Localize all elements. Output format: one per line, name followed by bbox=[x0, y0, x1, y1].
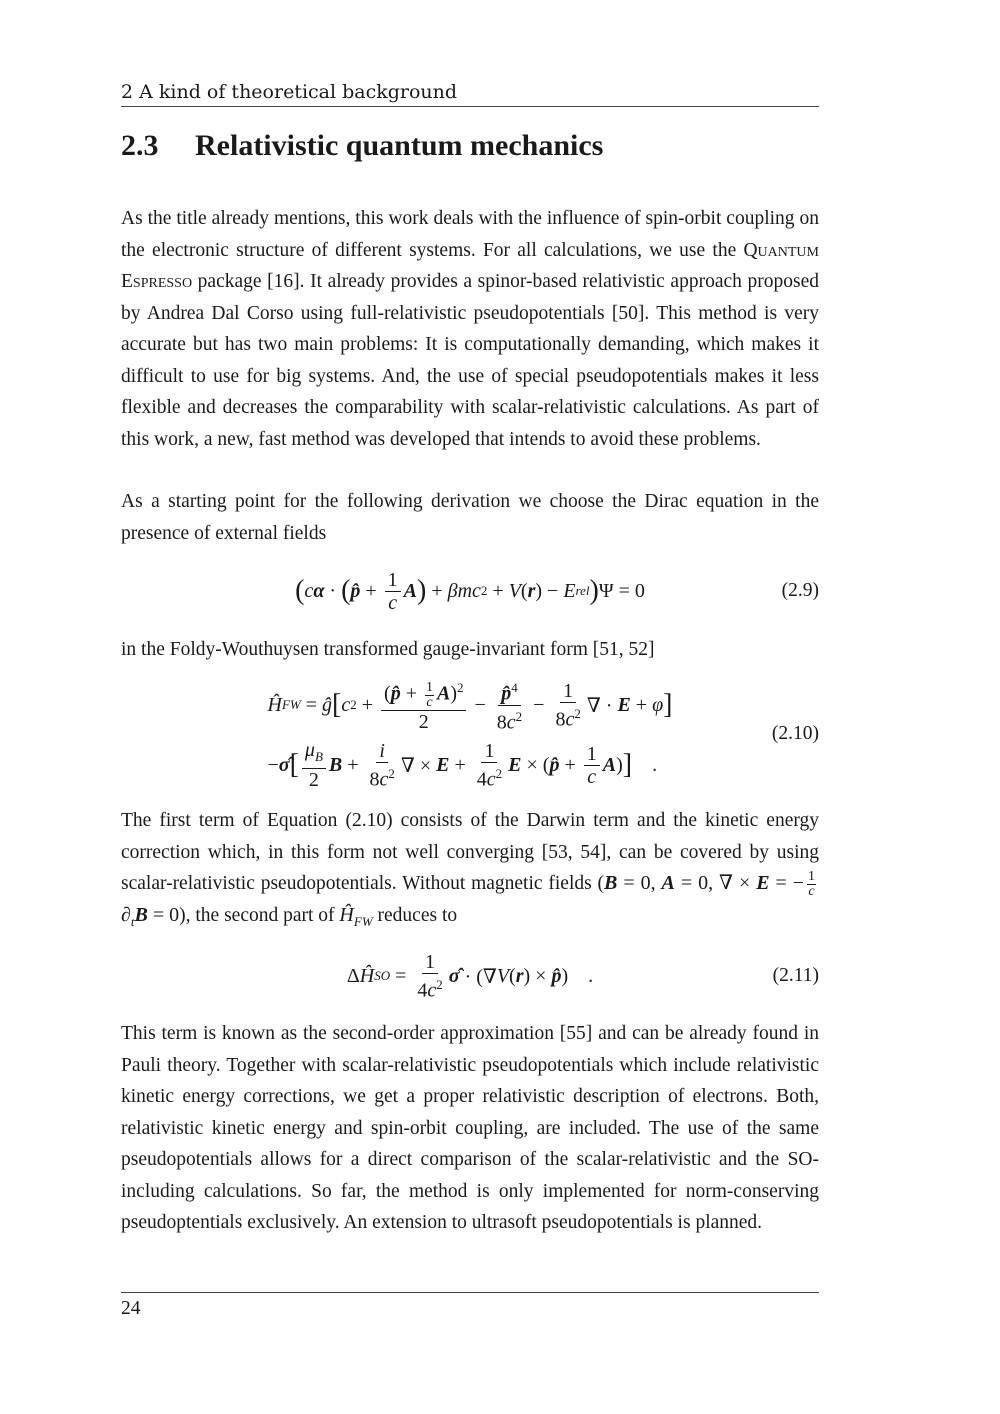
paragraph-intro-text-a: As the title already mentions, this work deals with the influence of spin-orbit coupling on the electronic structure of different systems. For all calculations, we use the bbox=[121, 208, 819, 261]
equation-2-11-number: (2.11) bbox=[772, 965, 819, 986]
header-rule bbox=[121, 106, 819, 107]
equation-2-10-line-2: − σ̂ [ $\frac{\mu_B}{2}$ B + $\frac{i}{8c^2}$ ∇ × E + $\frac{1}{4c^2}$ E × ( p̂ + $\frac{1}{c}$ A ) ] . bbox=[267, 739, 658, 792]
equation-2-9-number: (2.9) bbox=[781, 580, 819, 601]
equation-2-10-line-1: Ĥ FW = ĝ [ c 2 + (p̂ + $\frac{1}{c}$ A)$^2$ 2 − $\frac{p̂^4}{8c^2}$ − $\frac{1}{8c^2}$ ∇ · E + φ ] bbox=[268, 677, 673, 733]
section-heading bbox=[121, 126, 819, 166]
equation-2-9 bbox=[121, 566, 819, 616]
paragraph-darwin-term bbox=[121, 805, 819, 937]
paragraph-dirac-intro: As a starting point for the following derivation we choose the Dirac equation in the presence of external fields bbox=[121, 491, 819, 544]
section-number: 2.3 bbox=[121, 129, 159, 162]
paragraph-intro bbox=[121, 203, 819, 455]
paragraph-fw-intro: in the Foldy-Wouthuysen transformed gauge-invariant form [51, 52] bbox=[121, 639, 655, 660]
footer-rule bbox=[121, 1292, 819, 1293]
equation-2-9-body: ( c α · ( p̂ + $\frac{1}{c}$ A ) + βmc 2 + V ( r ) − E rel ) Ψ = 0 bbox=[295, 568, 645, 614]
software-name: Quantum Espresso bbox=[121, 239, 819, 292]
equation-2-10 bbox=[121, 679, 819, 792]
equation-2-11-body: Δ Ĥ SO = $\frac{1}{4c^2}$ σ̂ · (∇ V ( r ) × p̂ ) . bbox=[346, 950, 594, 1002]
running-head: 2 A kind of theoretical background bbox=[121, 81, 458, 103]
paragraph-second-order: This term is known as the second-order approximation [55] and can be already found in Pauli theory. Together with scalar-relativistic pseudopotentials which include relativistic kinetic energy corrections, we get a proper relativistic description of electrons. Both, relativistic kinetic energy and spin-orbit coupling, are included. The use of the same pseudopotentials allows for a direct comparison of the scalar-relativistic and the SO-including calculations. So far, the method is only implemented for norm-conserving pseudoptentials exclusively. An extension to ultrasoft pseudopotentials is planned. bbox=[121, 1023, 819, 1233]
section-title: Relativistic quantum mechanics bbox=[195, 129, 604, 162]
equation-2-10-body bbox=[121, 677, 819, 791]
equation-2-10-number: (2.10) bbox=[771, 723, 819, 744]
page-number: 24 bbox=[121, 1298, 141, 1319]
inline-math-no-fields: B = 0, A = 0, ∇ × E = − $\frac{1}{c}$ $\partial_tB = 0$ bbox=[121, 868, 816, 929]
paragraph-darwin-text-b: ), the second part of bbox=[179, 904, 340, 926]
paragraph-intro-text-b: package [16]. It already provides a spinor-based relativistic approach proposed by Andrea Dal Corso using full-relativistic pseudopotentials [50]. This method is very accurate but has two main problems: It is computationally demanding, which makes it difficult to use for big systems. And, the use of special pseudopotentials makes it less flexible and decreases the comparability with scalar-relativistic calculations. As part of this work, a new, fast method was developed that intends to avoid these problems. bbox=[121, 271, 819, 450]
inline-math-h-fw: $Ĥ_{FW}$ bbox=[339, 903, 373, 929]
paragraph-darwin-text-a: The first term of Equation (2.10) consists of the Darwin term and the kinetic energy correction which, in this form not well converging [53, 54], can be covered by using scalar-relativistic pseudopotentials. Without magnetic fields ( bbox=[121, 810, 819, 894]
paragraph-darwin-text-c: reduces to bbox=[372, 904, 458, 926]
equation-2-11 bbox=[121, 950, 819, 1002]
